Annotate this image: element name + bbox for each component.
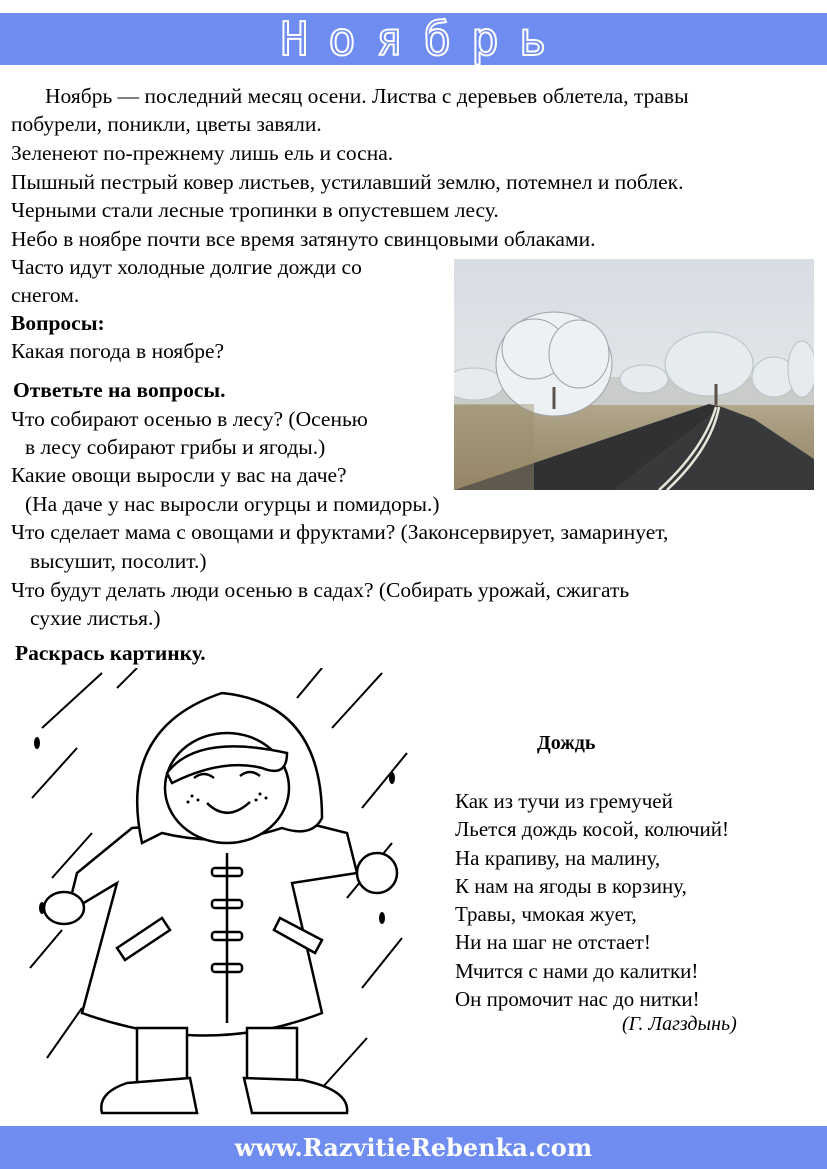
answer-line-7: Что будут делать люди осенью в садах? (Собирать урожай, сжигать [11,578,630,602]
child-in-rain-coloring-picture [22,668,412,1118]
poem-author: (Г. Лагздынь) [622,1013,737,1035]
coloring-heading: Раскрась картинку. [15,641,206,665]
poem-line: Мчится с нами до калитки! [455,958,699,983]
answer-line-6: высушит, посолит.) [30,549,207,573]
intro-line-2: побурели, поникли, цветы завяли. [11,112,322,136]
intro-line-3: Зеленеют по-прежнему лишь ель и сосна. [11,141,394,165]
questions-heading: Вопросы: [11,311,105,335]
poem-line: На крапиву, на малину, [455,845,661,870]
page-title: Ноябрь [280,12,567,66]
answer-line-4: (На даче у нас выросли огурцы и помидоры.) [25,492,440,516]
question-1: Какая погода в ноябре? [11,339,225,363]
answer-line-3: Какие овощи выросли у вас на даче? [11,463,347,487]
answer-line-1: Что собирают осенью в лесу? (Осенью [11,407,368,431]
intro-line-1: Ноябрь — последний месяц осени. Листва с деревьев облетела, травы [45,84,689,108]
winter-road-photo [454,259,814,490]
intro-line-5: Черными стали лесные тропинки в опустевшем лесу. [11,198,499,222]
poem-line: Он промочит нас до нитки! [455,987,700,1012]
intro-line-8: снегом. [11,283,80,307]
poem-line: К нам на ягоды в корзину, [455,873,687,898]
poem-line: Льется дождь косой, колючий! [455,817,729,842]
intro-line-6: Небо в ноябре почти все время затянуто свинцовыми облаками. [11,227,596,251]
answer-line-2: в лесу собирают грибы и ягоды.) [25,435,326,459]
intro-line-4: Пышный пестрый ковер листьев, устилавший землю, потемнел и поблек. [11,170,684,194]
poem-line: Травы, чмокая жует, [455,902,637,927]
intro-line-7: Часто идут холодные долгие дожди со [11,255,362,279]
answers-heading: Ответьте на вопросы. [13,378,226,402]
footer-url-link[interactable]: www.RazvitieRebenka.com [234,1133,593,1162]
poem-line: Как из тучи из гремучей [455,789,673,813]
answer-line-5: Что сделает мама с овощами и фруктами? (Законсервирует, замаринует, [11,520,669,544]
answer-line-8: сухие листья.) [30,606,161,630]
poem-title: Дождь [537,732,596,754]
poem-line: Ни на шаг не отстает! [455,930,651,955]
poem-body [455,787,729,1013]
